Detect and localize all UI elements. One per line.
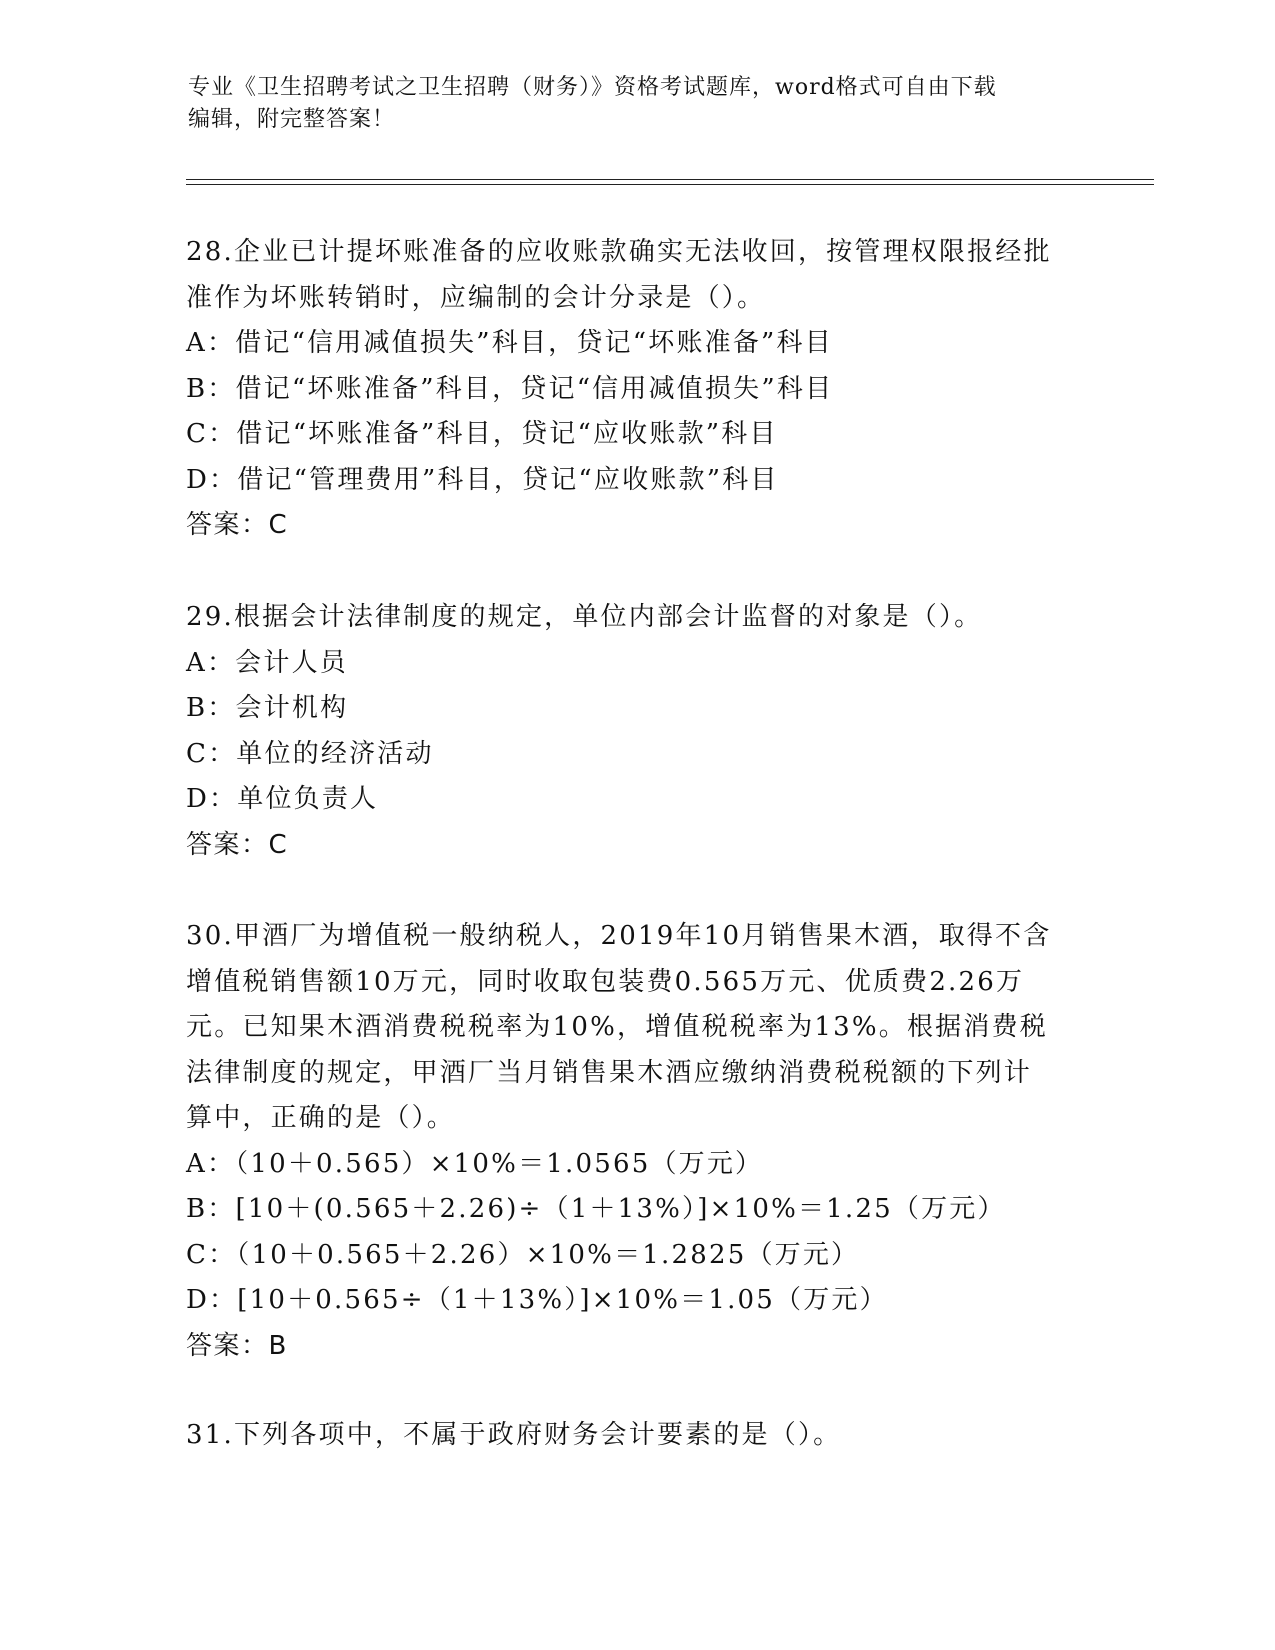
answer: 答案：B [186, 1330, 288, 1361]
question-29 [186, 595, 982, 868]
question-stem-line: 准作为坏账转销时，应编制的会计分录是（）。 [186, 282, 766, 313]
answer: 答案：C [186, 510, 289, 540]
option-d: D：[10＋0.565÷（1＋13%）]×10%＝1.05（万元） [186, 1285, 888, 1315]
question-stem-line: 法律制度的规定，甲酒厂当月销售果木酒应缴纳消费税税额的下列计 [186, 1057, 1033, 1088]
option-a: A：（10＋0.565）×10%＝1.0565（万元） [186, 1148, 764, 1179]
option-a: A：会计人员 [186, 647, 348, 678]
option-a: A：借记“信用减值损失”科目，贷记“坏账准备”科目 [186, 328, 833, 358]
question-stem-line: 31.下列各项中，不属于政府财务会计要素的是（）。 [186, 1420, 842, 1450]
option-b: B：[10＋(0.565＋2.26)÷（1＋13%）]×10%＝1.25（万元） [186, 1194, 1006, 1224]
header-line-2: 编辑，附完整答案！ [188, 107, 396, 132]
question-31 [186, 1413, 841, 1459]
question-28 [186, 230, 1052, 549]
option-c: C：单位的经济活动 [186, 738, 434, 769]
header-divider-top [186, 179, 1154, 180]
option-b: B：借记“坏账准备”科目，贷记“信用减值损失”科目 [186, 373, 834, 404]
header-divider-bottom [186, 184, 1154, 185]
option-d: D：借记“管理费用”科目，贷记“应收账款”科目 [186, 464, 779, 495]
answer: 答案：C [186, 829, 289, 860]
option-b: B：会计机构 [186, 693, 349, 723]
option-c: C：（10＋0.565＋2.26）×10%＝1.2825（万元） [186, 1239, 860, 1270]
question-stem-line: 算中，正确的是（）。 [186, 1103, 456, 1133]
question-30 [186, 914, 1051, 1369]
question-stem-line: 28.企业已计提坏账准备的应收账款确实无法收回，按管理权限报经批 [186, 237, 1052, 267]
question-stem-line: 30.甲酒厂为增值税一般纳税人，2019年10月销售果木酒，取得不含 [186, 921, 1052, 951]
question-stem-line: 增值税销售额10万元，同时收取包装费0.565万元、优质费2.26万 [186, 966, 1025, 997]
question-stem-line: 29.根据会计法律制度的规定，单位内部会计监督的对象是（）。 [186, 602, 983, 632]
option-c: C：借记“坏账准备”科目，贷记“应收账款”科目 [186, 419, 778, 449]
document-header [188, 72, 1068, 136]
question-stem-line: 元。已知果木酒消费税税率为10%，增值税税率为13%。根据消费税 [186, 1012, 1048, 1042]
option-d: D：单位负责人 [186, 784, 379, 814]
header-line-1: 专业《卫生招聘考试之卫生招聘（财务）》资格考试题库，word格式可自由下载 [188, 75, 997, 100]
